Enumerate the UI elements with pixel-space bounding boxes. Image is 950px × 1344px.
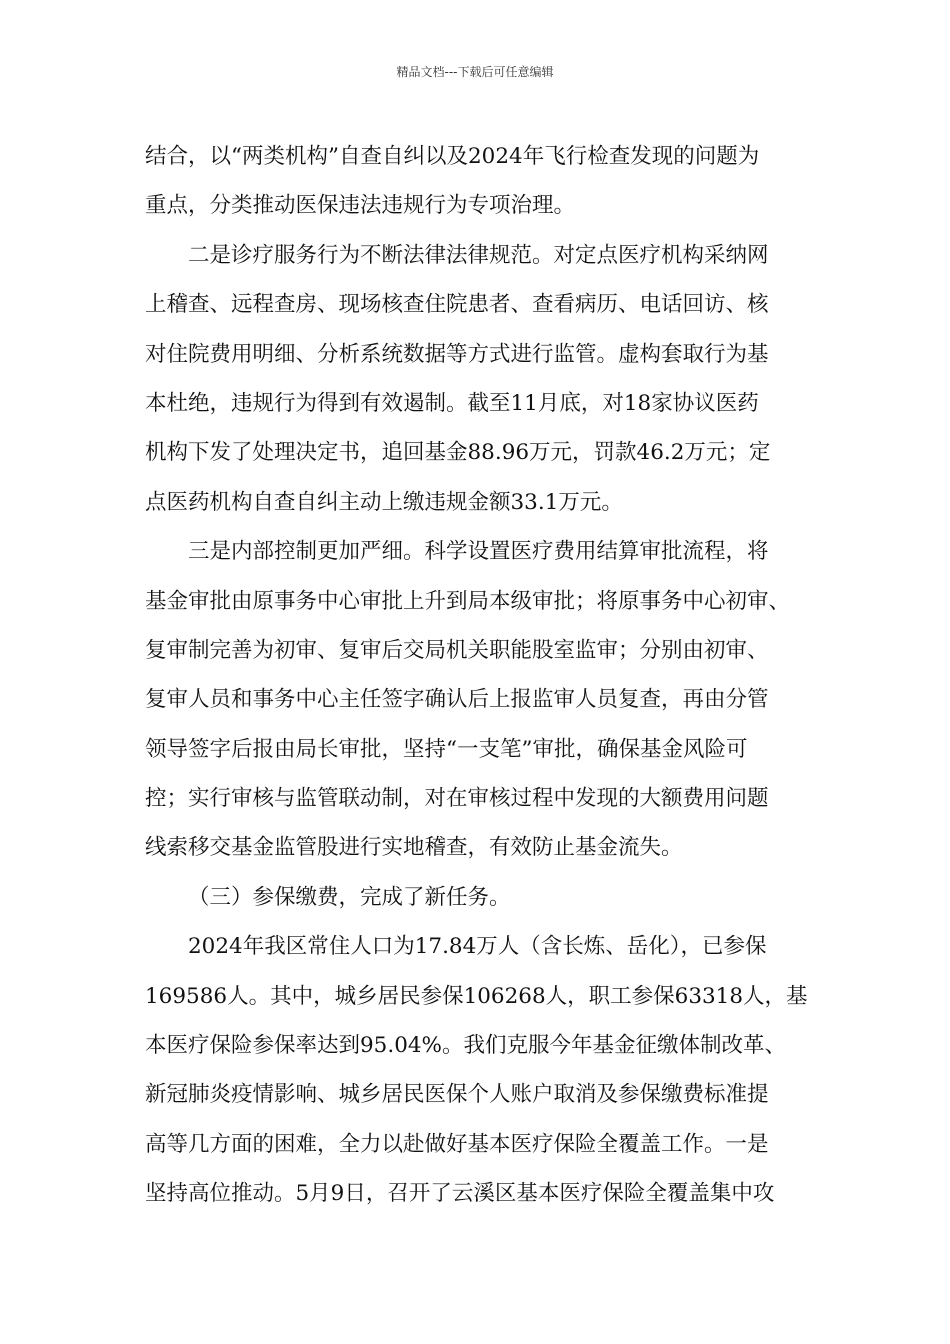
text-line: 机构下发了处理决定书，追回基金88.96万元，罚款46.2万元；定	[145, 440, 771, 466]
text-line: 复审人员和事务中心主任签字确认后上报监审人员复查，再由分管	[145, 687, 769, 713]
text-line: 上稽查、远程查房、现场核查住院患者、查看病历、电话回访、核	[145, 292, 769, 318]
text-line: 高等几方面的困难，全力以赴做好基本医疗保险全覆盖工作。一是	[145, 1131, 769, 1157]
text-line: 基金审批由原事务中心审批上升到局本级审批；将原事务中心初审、	[145, 588, 791, 614]
text-line: 点医药机构自查自纠主动上缴违规金额33.1万元。	[145, 489, 623, 515]
page-header: 精品文档---下载后可任意编辑	[396, 65, 554, 79]
text-line: 2024年我区常住人口为17.84万人（含长炼、岳化），已参保	[188, 934, 767, 960]
text-line: 坚持高位推动。5月9日，召开了云溪区基本医疗保险全覆盖集中攻	[145, 1181, 775, 1207]
text-line: （三）参保缴费，完成了新任务。	[188, 884, 511, 910]
text-line: 结合，以“两类机构”自查自纠以及2024年飞行检查发现的问题为	[145, 144, 760, 169]
document-body	[145, 132, 810, 1219]
text-line: 三是内部控制更加严细。科学设置医疗费用结算审批流程，将	[188, 539, 769, 565]
text-line: 新冠肺炎疫情影响、城乡居民医保个人账户取消及参保缴费标准提	[145, 1082, 769, 1108]
text-line: 本杜绝，违规行为得到有效遏制。截至11月底，对18家协议医药	[145, 390, 759, 416]
text-line: 169586人。其中，城乡居民参保106268人，职工参保63318人，基	[145, 983, 808, 1009]
text-line: 控；实行审核与监管联动制，对在审核过程中发现的大额费用问题	[145, 786, 769, 812]
text-line: 对住院费用明细、分析系统数据等方式进行监管。虚构套取行为基	[145, 341, 769, 367]
text-line: 本医疗保险参保率达到95.04%。我们克服今年基金征缴体制改革、	[145, 1033, 786, 1059]
text-line: 重点，分类推动医保违法违规行为专项治理。	[145, 193, 576, 219]
text-line: 领导签字后报由局长审批，坚持“一支笔”审批，确保基金风险可	[145, 736, 748, 762]
text-line: 复审制完善为初审、复审后交局机关职能股室监审；分别由初审、	[145, 637, 769, 663]
text-line: 线索移交基金监管股进行实地稽查，有效防止基金流失。	[145, 835, 683, 861]
text-line: 二是诊疗服务行为不断法律法律规范。对定点医疗机构采纳网	[188, 242, 769, 268]
